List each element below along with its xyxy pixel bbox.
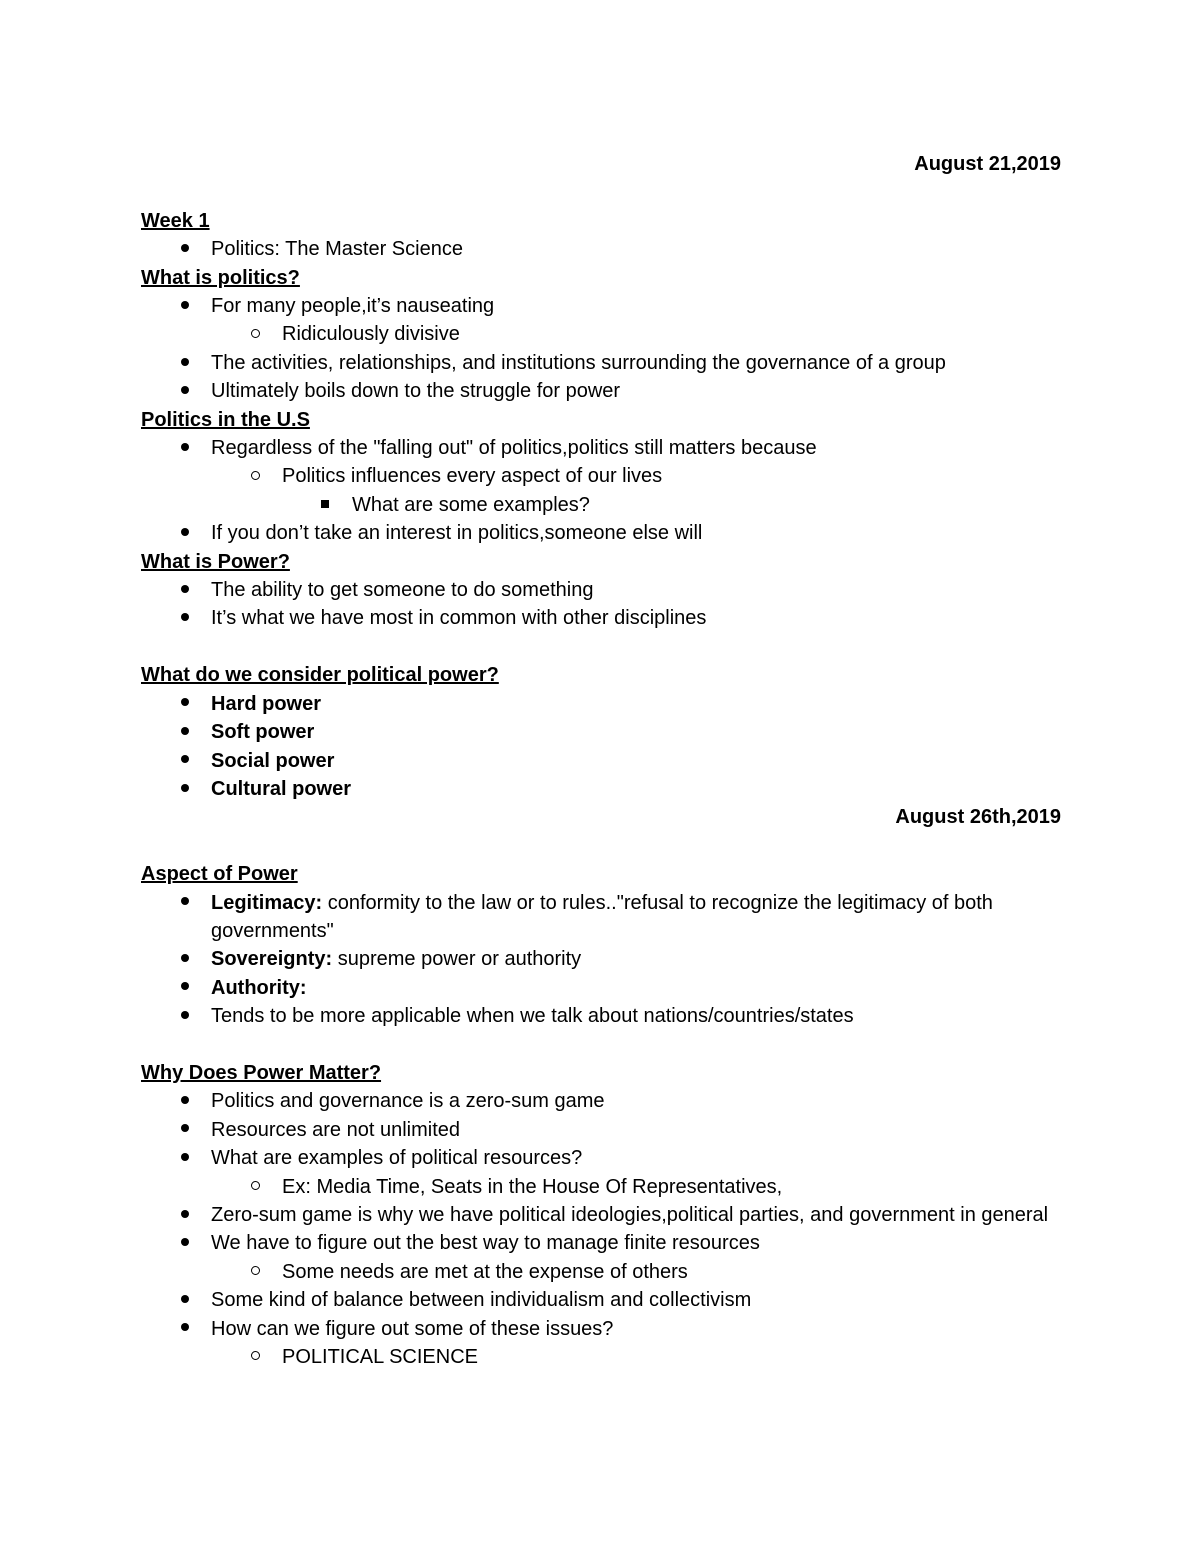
bullet-icon bbox=[175, 775, 195, 803]
square-bullet-icon bbox=[315, 491, 335, 519]
bullet-icon bbox=[175, 434, 195, 462]
list-item bbox=[141, 974, 1061, 1002]
circle-bullet-icon bbox=[245, 1343, 265, 1371]
list-item: Soft power bbox=[141, 718, 1061, 746]
section-heading-why-power-matters: Why Does Power Matter? bbox=[141, 1061, 382, 1084]
list-item: Ultimately boils down to the struggle for power bbox=[141, 377, 1061, 405]
list-item: Cultural power bbox=[141, 775, 1061, 803]
bullet-icon bbox=[175, 690, 195, 718]
list-item: Sovereignty: supreme power or authority bbox=[141, 945, 1061, 973]
bullet-icon bbox=[175, 1201, 195, 1229]
bullet-icon bbox=[175, 1144, 195, 1172]
spacer bbox=[141, 832, 1061, 860]
spacer bbox=[141, 633, 1061, 661]
bullet-icon bbox=[175, 1229, 195, 1257]
bullet-icon bbox=[175, 292, 195, 320]
bullet-icon bbox=[175, 377, 195, 405]
list-item: Some needs are met at the expense of others bbox=[141, 1258, 1061, 1286]
notes-content bbox=[141, 150, 1061, 1371]
list-item: Politics and governance is a zero-sum game bbox=[141, 1087, 1061, 1115]
circle-bullet-icon bbox=[245, 320, 265, 348]
bullet-icon bbox=[175, 1315, 195, 1343]
date-header: August 21,2019 bbox=[914, 153, 1061, 175]
bullet-icon bbox=[175, 1002, 195, 1030]
list-item: What are examples of political resources? bbox=[141, 1144, 1061, 1172]
section-heading-what-is-politics: What is politics? bbox=[141, 266, 300, 289]
list-item: Zero-sum game is why we have political ideologies,political parties, and government in general bbox=[141, 1201, 1061, 1229]
section-heading-week1: Week 1 bbox=[141, 209, 210, 232]
spacer bbox=[141, 1031, 1061, 1059]
section-heading-what-is-power: What is Power? bbox=[141, 550, 290, 573]
list-item: Politics: The Master Science bbox=[141, 235, 1061, 263]
list-item: Hard power bbox=[141, 690, 1061, 718]
circle-bullet-icon bbox=[245, 462, 265, 490]
bullet-icon bbox=[175, 235, 195, 263]
list-item: Resources are not unlimited bbox=[141, 1116, 1061, 1144]
bullet-icon bbox=[175, 576, 195, 604]
bullet-icon bbox=[175, 604, 195, 632]
bullet-icon bbox=[175, 889, 195, 917]
bullet-icon bbox=[175, 1116, 195, 1144]
list-item: What are some examples? bbox=[141, 491, 1061, 519]
circle-bullet-icon bbox=[245, 1173, 265, 1201]
bullet-icon bbox=[175, 1286, 195, 1314]
list-item: Legitimacy: conformity to the law or to rules.."refusal to recognize the legitimacy of both governments" bbox=[141, 889, 1061, 946]
section-heading-aspect-of-power: Aspect of Power bbox=[141, 863, 298, 886]
section-heading-politics-us: Politics in the U.S bbox=[141, 408, 310, 431]
term-label: Authority: bbox=[211, 976, 307, 999]
term-label: Legitimacy: bbox=[211, 891, 323, 914]
date-header: August 26th,2019 bbox=[895, 806, 1061, 829]
list-item: It’s what we have most in common with other disciplines bbox=[141, 604, 1061, 632]
bullet-icon bbox=[175, 747, 195, 775]
list-item: Politics influences every aspect of our lives bbox=[141, 462, 1061, 490]
bullet-icon bbox=[175, 974, 195, 1002]
list-item: Ridiculously divisive bbox=[141, 320, 1061, 348]
list-item: Tends to be more applicable when we talk about nations/countries/states bbox=[141, 1002, 1061, 1030]
list-item: The activities, relationships, and institutions surrounding the governance of a group bbox=[141, 349, 1061, 377]
circle-bullet-icon bbox=[245, 1258, 265, 1286]
list-item: Ex: Media Time, Seats in the House Of Representatives, bbox=[141, 1173, 1061, 1201]
list-item: Some kind of balance between individualism and collectivism bbox=[141, 1286, 1061, 1314]
section-heading-political-power: What do we consider political power? bbox=[141, 664, 499, 687]
list-item: If you don’t take an interest in politics,someone else will bbox=[141, 519, 1061, 547]
list-item: For many people,it’s nauseating bbox=[141, 292, 1061, 320]
spacer bbox=[141, 178, 1061, 206]
list-item: Social power bbox=[141, 747, 1061, 775]
list-item: POLITICAL SCIENCE bbox=[141, 1343, 1061, 1371]
bullet-icon bbox=[175, 945, 195, 973]
bullet-icon bbox=[175, 1087, 195, 1115]
bullet-icon bbox=[175, 519, 195, 547]
list-item: The ability to get someone to do something bbox=[141, 576, 1061, 604]
term-label: Sovereignty: bbox=[211, 948, 333, 971]
list-item: We have to figure out the best way to manage finite resources bbox=[141, 1229, 1061, 1257]
list-item: How can we figure out some of these issues? bbox=[141, 1315, 1061, 1343]
bullet-icon bbox=[175, 349, 195, 377]
list-item: Regardless of the "falling out" of politics,politics still matters because bbox=[141, 434, 1061, 462]
bullet-icon bbox=[175, 718, 195, 746]
